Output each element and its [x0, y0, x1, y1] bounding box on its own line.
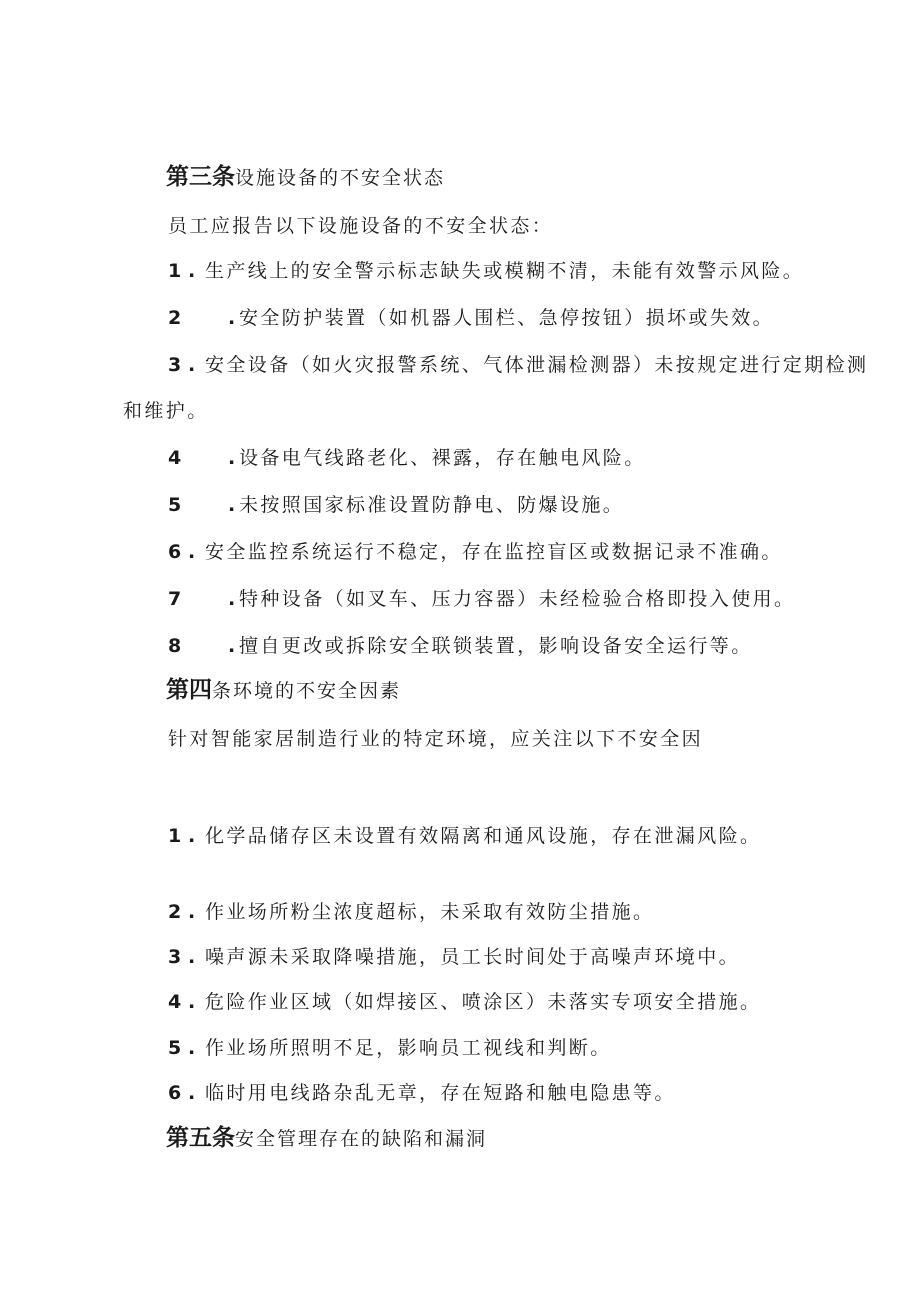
- list-item: [168, 351, 868, 379]
- item-number: 8: [168, 635, 182, 657]
- item-text: 作业场所粉尘浓度超标，未采取有效防尘措施。: [205, 901, 655, 923]
- item-number: 3: [168, 354, 182, 376]
- item-text: 安全设备（如火灾报警系统、气体泄漏检测器）未按规定进行定期检测: [205, 354, 869, 376]
- list-item: [168, 988, 761, 1016]
- item-text: 安全监控系统运行不稳定，存在监控盲区或数据记录不准确。: [205, 541, 783, 563]
- item-text: 作业场所照明不足，影响员工视线和判断。: [205, 1037, 612, 1059]
- item-number: 1: [168, 260, 182, 282]
- list-item: [168, 943, 740, 971]
- item-dot: .: [228, 635, 236, 657]
- item-number: 2: [168, 901, 182, 923]
- article-5-heading: [166, 1124, 487, 1153]
- item-dot: .: [188, 825, 196, 847]
- item-text: 特种设备（如叉车、压力容器）未经检验合格即投入使用。: [239, 588, 796, 610]
- item-text: 安全防护装置（如机器人围栏、急停按钮）损坏或失效。: [239, 307, 775, 329]
- item-dot: .: [228, 447, 236, 469]
- item-dot: .: [228, 307, 236, 329]
- item-number: 3: [168, 946, 182, 968]
- list-item: [168, 491, 624, 519]
- list-item: [168, 257, 804, 285]
- item-dot: .: [188, 1037, 196, 1059]
- list-item: [168, 304, 774, 332]
- item-text: 噪声源未采取降噪措施，员工长时间处于高噪声环境中。: [205, 946, 741, 968]
- list-item: [168, 1079, 676, 1107]
- item-number: 4: [168, 991, 182, 1013]
- item-number: 5: [168, 494, 182, 516]
- list-item: [168, 585, 795, 613]
- item-text: 危险作业区域（如焊接区、喷涂区）未落实专项安全措施。: [205, 991, 762, 1013]
- list-item: [168, 1034, 612, 1062]
- item-text: 临时用电线路杂乱无章，存在短路和触电隐患等。: [205, 1082, 676, 1104]
- list-item: [168, 898, 654, 926]
- item-text: 擅自更改或拆除安全联锁装置，影响设备安全运行等。: [239, 635, 753, 657]
- article-4-heading: [166, 676, 401, 705]
- item-number: 5: [168, 1037, 182, 1059]
- item-dot: .: [228, 588, 236, 610]
- item-number: 2: [168, 307, 182, 329]
- list-item: [168, 822, 761, 850]
- item-text: 化学品储存区未设置有效隔离和通风设施，存在泄漏风险。: [205, 825, 762, 847]
- item-dot: .: [188, 354, 196, 376]
- item-dot: .: [188, 541, 196, 563]
- item-dot: .: [188, 1082, 196, 1104]
- item-number: 1: [168, 825, 182, 847]
- item-text: 设备电气线路老化、裸露，存在触电风险。: [239, 447, 646, 469]
- item-dot: .: [188, 991, 196, 1013]
- list-item: [168, 632, 753, 660]
- article-4-intro: 针对智能家居制造行业的特定环境，应关注以下不安全因: [168, 728, 704, 750]
- item-dot: .: [188, 260, 196, 282]
- article-5-title: 安全管理存在的缺陷和漏洞: [235, 1128, 488, 1150]
- item-text: 未按照国家标准设置防静电、防爆设施。: [239, 494, 625, 516]
- article-3-heading: [166, 163, 445, 192]
- list-item: [168, 444, 646, 472]
- article-3-intro: 员工应报告以下设施设备的不安全状态：: [168, 215, 554, 237]
- item-continuation: 和维护。: [123, 400, 209, 422]
- list-item: [168, 538, 783, 566]
- article-3-number: 第三条: [166, 164, 235, 190]
- item-number: 6: [168, 1082, 182, 1104]
- item-number: 4: [168, 447, 182, 469]
- article-4-number: 第四: [166, 677, 212, 703]
- item-number: 7: [168, 588, 182, 610]
- item-dot: .: [228, 494, 236, 516]
- item-text: 生产线上的安全警示标志缺失或模糊不清，未能有效警示风险。: [205, 260, 805, 282]
- item-dot: .: [188, 946, 196, 968]
- article-3-title: 设施设备的不安全状态: [235, 167, 446, 189]
- article-4-title: 条环境的不安全因素: [212, 680, 402, 702]
- item-number: 6: [168, 541, 182, 563]
- item-dot: .: [188, 901, 196, 923]
- article-5-number: 第五条: [166, 1125, 235, 1151]
